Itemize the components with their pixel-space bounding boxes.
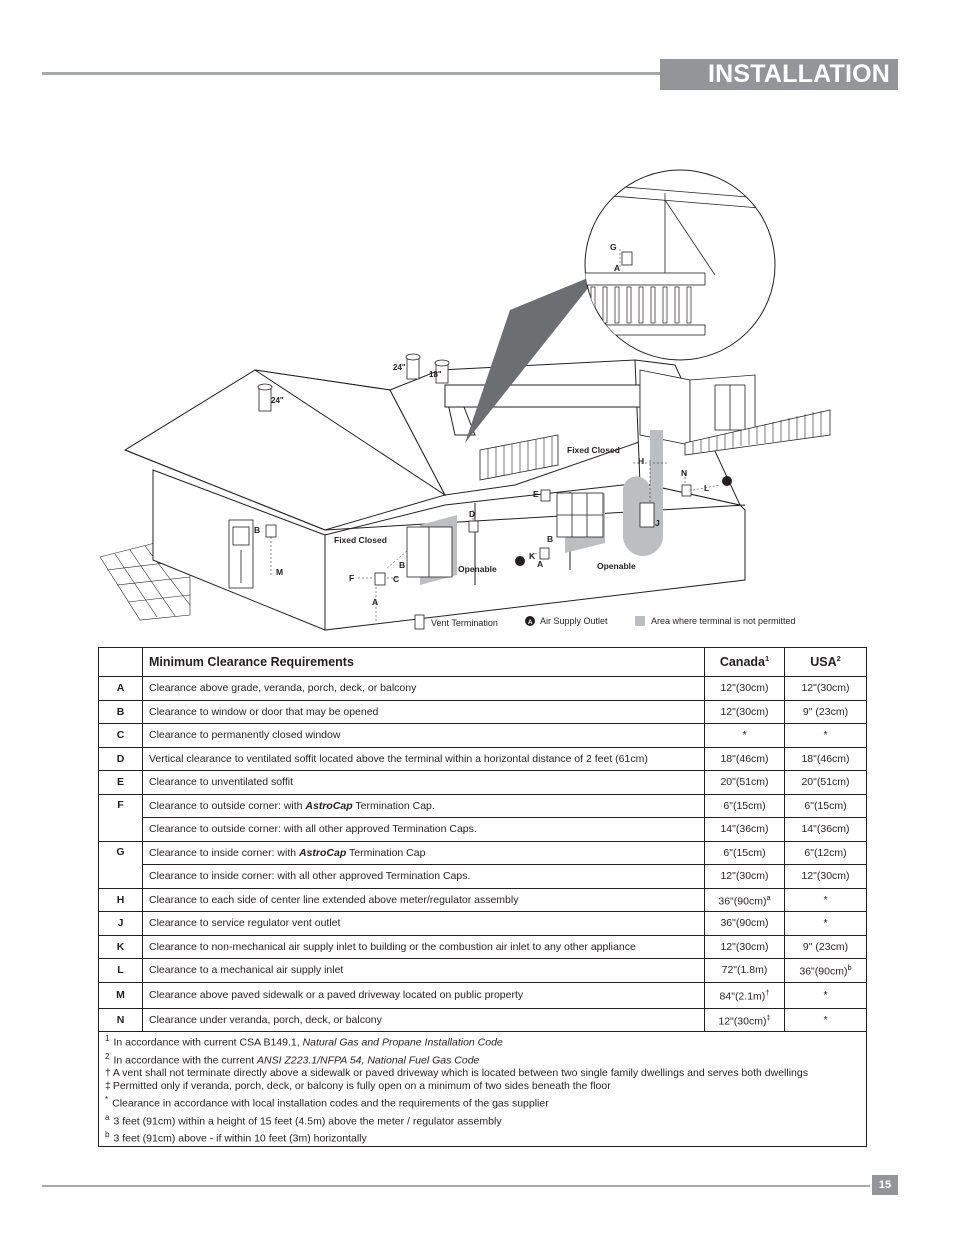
row-letter: L bbox=[99, 959, 143, 983]
row-desc bbox=[143, 794, 705, 818]
row-canada: 20"(51cm) bbox=[705, 771, 785, 795]
row-letter: D bbox=[99, 747, 143, 771]
label-b3: B bbox=[547, 534, 554, 544]
row-letter: J bbox=[99, 912, 143, 936]
table-title: Minimum Clearance Requirements bbox=[143, 648, 705, 677]
label-fixed-closed-1: Fixed Closed bbox=[334, 535, 387, 545]
row-usa: * bbox=[785, 912, 867, 936]
row-desc: Clearance to window or door that may be opened bbox=[143, 700, 705, 724]
table-row bbox=[99, 841, 867, 865]
row-usa: 18"(46cm) bbox=[785, 747, 867, 771]
row-letter: H bbox=[99, 888, 143, 912]
note-b bbox=[105, 1128, 860, 1146]
row-desc: Clearance to each side of center line extended above meter/regulator assembly bbox=[143, 888, 705, 912]
note-a bbox=[105, 1111, 860, 1129]
label-openable-2: Openable bbox=[597, 561, 636, 571]
header-usa bbox=[785, 648, 867, 677]
desc-pre: Clearance to outside corner: with bbox=[149, 799, 306, 812]
row-canada: 12"(30cm) bbox=[705, 865, 785, 889]
row-usa: 6"(12cm) bbox=[785, 841, 867, 865]
note-dagger bbox=[105, 1067, 860, 1080]
label-c: C bbox=[393, 574, 400, 584]
label-a1: A bbox=[372, 597, 379, 607]
row-letter: A bbox=[99, 677, 143, 701]
note-text: In accordance with current CSA B149.1, bbox=[113, 1036, 303, 1049]
row-desc: Clearance to permanently closed window bbox=[143, 724, 705, 748]
note-mark: 1 bbox=[105, 1034, 110, 1043]
row-canada: 36"(90cm) bbox=[705, 912, 785, 936]
left-door bbox=[229, 520, 253, 588]
desc-post: Termination Cap. bbox=[352, 799, 435, 812]
row-canada: * bbox=[705, 724, 785, 748]
row-letter: C bbox=[99, 724, 143, 748]
note-mark: b bbox=[105, 1130, 110, 1139]
table-row bbox=[99, 794, 867, 818]
row-desc: Clearance to non-mechanical air supply inlet to building or the combustion air inlet to any other appliance bbox=[143, 935, 705, 959]
header-usa-sup: 2 bbox=[836, 654, 841, 664]
row-desc: Clearance to a mechanical air supply inlet bbox=[143, 959, 705, 983]
row-letter: G bbox=[99, 841, 143, 888]
table-notes bbox=[99, 1032, 867, 1147]
row-canada: 6"(15cm) bbox=[705, 794, 785, 818]
note-text: A vent shall not terminate directly above a sidewalk or paved driveway which is located between two single family dwellings and serves both dwellings bbox=[112, 1067, 808, 1079]
note-em: ANSI Z223.1/NFPA 54, National Fuel Gas Code bbox=[257, 1054, 480, 1066]
row-canada: 12"(30cm) bbox=[705, 935, 785, 959]
astrocap-name: AstroCap bbox=[299, 846, 347, 859]
row-desc: Clearance above grade, veranda, porch, deck, or balcony bbox=[143, 677, 705, 701]
row-letter: E bbox=[99, 771, 143, 795]
row-usa: 14"(36cm) bbox=[785, 818, 867, 842]
table-row bbox=[99, 912, 867, 936]
table-row bbox=[99, 888, 867, 912]
value-sup: † bbox=[765, 987, 770, 997]
label-j: J bbox=[655, 518, 660, 528]
table-notes-row bbox=[99, 1032, 867, 1147]
note-mark: 2 bbox=[105, 1051, 110, 1061]
note-em: Natural Gas and Propane Installation Code bbox=[302, 1036, 503, 1049]
page-number: 15 bbox=[872, 1175, 898, 1195]
row-usa: * bbox=[785, 1008, 867, 1032]
label-a3: A bbox=[614, 263, 621, 273]
desc-pre: Clearance to inside corner: with bbox=[149, 846, 299, 859]
header-blank bbox=[99, 648, 143, 677]
table-row bbox=[99, 677, 867, 701]
note-2 bbox=[105, 1050, 860, 1068]
astrocap-name: AstroCap bbox=[305, 799, 353, 812]
row-desc bbox=[143, 841, 705, 865]
label-n: N bbox=[681, 468, 688, 478]
table-row bbox=[99, 700, 867, 724]
value-sup: a bbox=[766, 892, 771, 902]
row-desc: Clearance under veranda, porch, deck, or balcony bbox=[143, 1008, 705, 1032]
dim-24-b: 24" bbox=[393, 363, 406, 372]
row-canada: 12"(30cm) bbox=[705, 700, 785, 724]
row-desc: Clearance to inside corner: with all other approved Termination Caps. bbox=[143, 865, 705, 889]
label-b1: B bbox=[254, 525, 261, 535]
note-text: In accordance with the current bbox=[113, 1054, 258, 1066]
desc-post: Termination Cap bbox=[346, 846, 426, 859]
note-text: Clearance in accordance with local installation codes and the requirements of the gas supplier bbox=[112, 1097, 549, 1110]
table-header-row bbox=[99, 648, 867, 677]
note-1 bbox=[105, 1032, 860, 1050]
row-canada: 6"(15cm) bbox=[705, 841, 785, 865]
row-desc: Clearance above paved sidewalk or a paved driveway located on public property bbox=[143, 982, 705, 1008]
note-text: Permitted only if veranda, porch, deck, or balcony is fully open on a minimum of two sides beneath the floor bbox=[112, 1080, 611, 1092]
row-usa: * bbox=[785, 982, 867, 1008]
label-m: M bbox=[276, 567, 284, 577]
value-sup: b bbox=[847, 963, 852, 972]
legend-air: Air Supply Outlet bbox=[540, 616, 608, 626]
label-g: G bbox=[610, 242, 617, 252]
table-row bbox=[99, 1008, 867, 1032]
row-usa: 12"(30cm) bbox=[785, 677, 867, 701]
clearance-diagram bbox=[95, 165, 855, 640]
row-letter: M bbox=[99, 982, 143, 1008]
row-usa: 9" (23cm) bbox=[785, 700, 867, 724]
row-canada bbox=[705, 1008, 785, 1032]
note-mark: a bbox=[105, 1112, 110, 1122]
row-letter: B bbox=[99, 700, 143, 724]
magnified-inset bbox=[535, 170, 785, 360]
section-title: INSTALLATION bbox=[660, 59, 898, 90]
label-h: H bbox=[638, 456, 645, 466]
table-row bbox=[99, 982, 867, 1008]
value-text: 12"(30cm) bbox=[718, 1015, 767, 1027]
header-canada bbox=[705, 648, 785, 677]
value-text: 36"(90cm) bbox=[799, 965, 848, 978]
table-row bbox=[99, 771, 867, 795]
value-text: 84"(2.1m) bbox=[719, 990, 766, 1003]
legend-area: Area where terminal is not permitted bbox=[651, 616, 796, 626]
note-mark: † bbox=[105, 1067, 111, 1079]
legend-vent: Vent Termination bbox=[431, 618, 498, 628]
row-canada: 14"(36cm) bbox=[705, 818, 785, 842]
label-openable-1: Openable bbox=[458, 564, 497, 574]
note-text: 3 feet (91cm) above - if within 10 feet (3m) horizontally bbox=[113, 1132, 367, 1145]
table-row bbox=[99, 959, 867, 983]
row-canada bbox=[705, 888, 785, 912]
row-letter: F bbox=[99, 794, 143, 841]
table-row bbox=[99, 865, 867, 889]
table-row bbox=[99, 818, 867, 842]
row-usa: 6"(15cm) bbox=[785, 794, 867, 818]
value-text: 36"(90cm) bbox=[718, 895, 767, 907]
table-row bbox=[99, 724, 867, 748]
label-d: D bbox=[469, 509, 476, 519]
dim-18: 18" bbox=[429, 370, 442, 379]
row-letter: K bbox=[99, 935, 143, 959]
diagram-legend bbox=[415, 615, 796, 629]
air-icon-letter: A bbox=[528, 620, 533, 626]
row-desc: Vertical clearance to ventilated soffit located above the terminal within a horizontal distance of 2 feet (61cm) bbox=[143, 747, 705, 771]
label-a2: A bbox=[537, 559, 544, 569]
row-canada: 72"(1.8m) bbox=[705, 959, 785, 983]
clearance-table bbox=[98, 647, 867, 1147]
row-usa bbox=[785, 959, 867, 983]
row-canada bbox=[705, 982, 785, 1008]
vent-termination-icon bbox=[415, 615, 424, 629]
dim-24-a: 24" bbox=[271, 396, 284, 405]
header-rule bbox=[42, 72, 660, 75]
label-e: E bbox=[533, 489, 539, 499]
header-usa-text: USA bbox=[810, 655, 837, 670]
restricted-area-swatch bbox=[635, 616, 645, 626]
note-star bbox=[105, 1093, 860, 1111]
row-canada: 12"(30cm) bbox=[705, 677, 785, 701]
row-usa: 20"(51cm) bbox=[785, 771, 867, 795]
row-desc: Clearance to outside corner: with all other approved Termination Caps. bbox=[143, 818, 705, 842]
table-row bbox=[99, 935, 867, 959]
note-double-dagger bbox=[105, 1080, 860, 1093]
label-f: F bbox=[349, 573, 355, 583]
row-canada: 18"(46cm) bbox=[705, 747, 785, 771]
row-usa: 9" (23cm) bbox=[785, 935, 867, 959]
header-canada-sup: 1 bbox=[764, 654, 770, 664]
row-desc: Clearance to unventilated soffit bbox=[143, 771, 705, 795]
label-b2: B bbox=[399, 560, 406, 570]
footer-rule bbox=[42, 1185, 870, 1187]
note-mark: * bbox=[105, 1095, 109, 1104]
header-canada-text: Canada bbox=[719, 655, 765, 670]
note-text: 3 feet (91cm) within a height of 15 feet (4.5m) above the meter / regulator assembly bbox=[113, 1115, 502, 1127]
row-desc: Clearance to service regulator vent outlet bbox=[143, 912, 705, 936]
table-row bbox=[99, 747, 867, 771]
row-usa: * bbox=[785, 724, 867, 748]
value-sup: ‡ bbox=[766, 1012, 771, 1022]
row-letter: N bbox=[99, 1008, 143, 1032]
label-k: K bbox=[529, 551, 536, 561]
row-usa: 12"(30cm) bbox=[785, 865, 867, 889]
row-usa: * bbox=[785, 888, 867, 912]
label-fixed-closed-2: Fixed Closed bbox=[567, 445, 620, 455]
label-l: L bbox=[704, 483, 710, 493]
note-mark: ‡ bbox=[105, 1080, 111, 1092]
